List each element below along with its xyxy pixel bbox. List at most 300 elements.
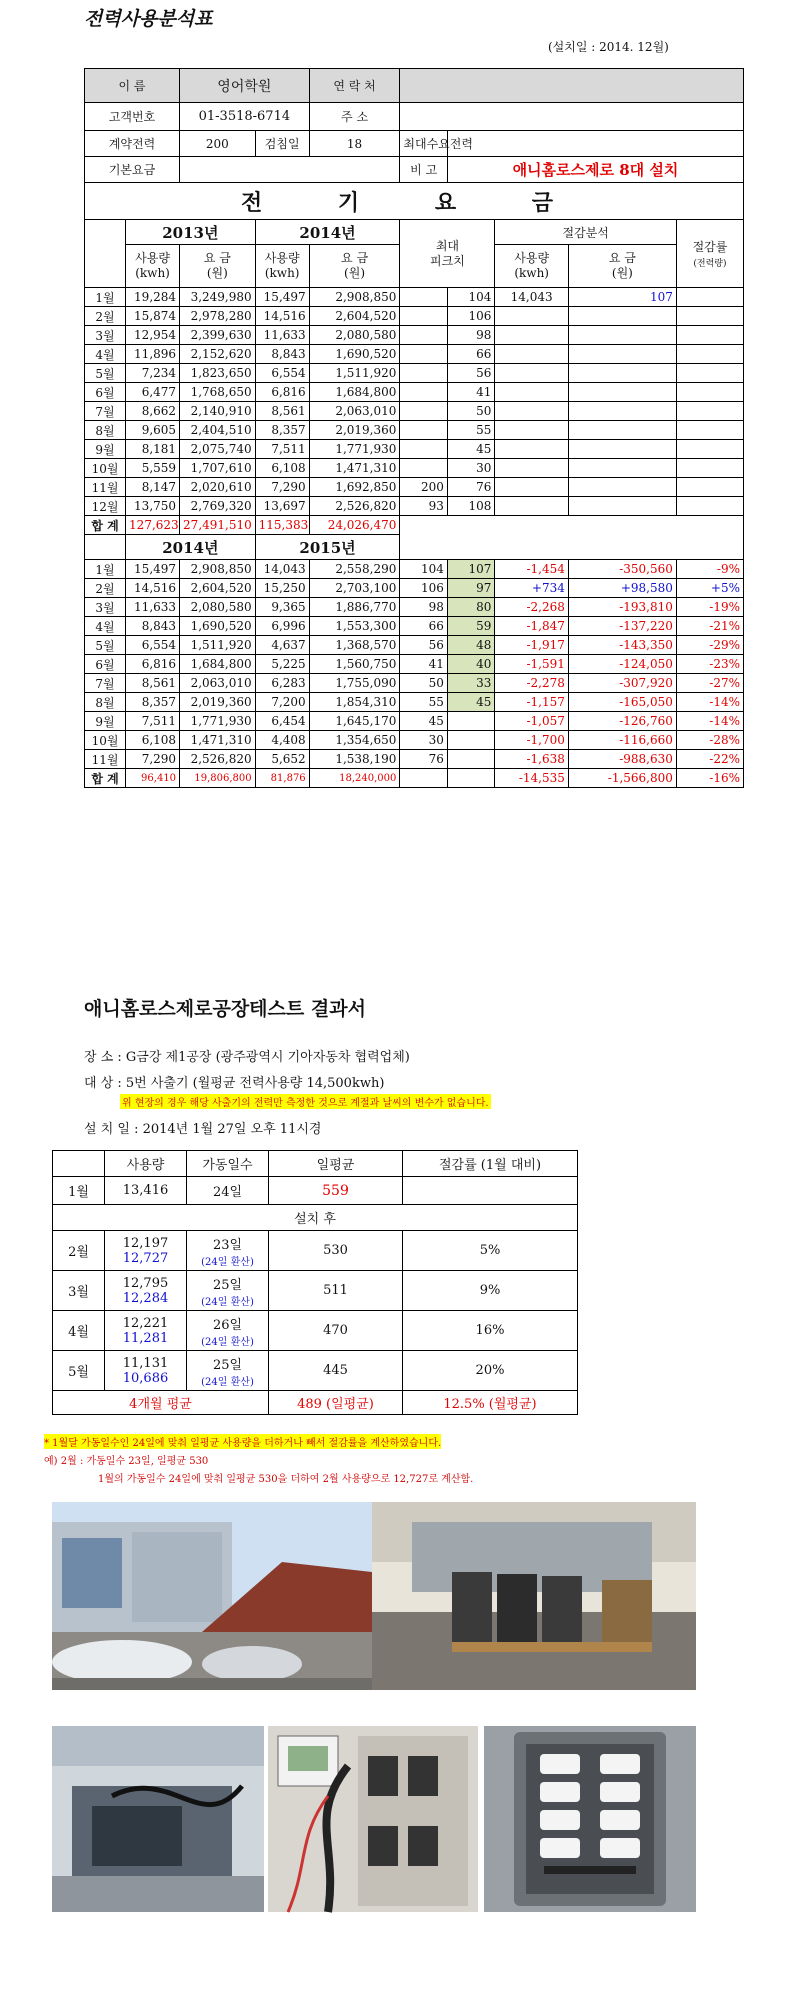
t2-days-header: 가동일수 [187,1151,269,1177]
peak-1-cell: 76 [400,750,448,769]
table-row [85,731,744,750]
peak-1-cell [400,364,448,383]
fee-2014-header: 요 금 (원) [309,245,400,288]
saving-fee-cell: -143,350 [568,636,676,655]
total-b-p1 [400,769,448,788]
table-row [85,440,744,459]
t2-rate-header: 절감률 (1월 대비) [403,1151,578,1177]
month-cell: 2월 [53,1231,105,1271]
month-cell: 12월 [85,497,126,516]
month-cell: 11월 [85,478,126,497]
customer-no-value: 01-3518-6714 [180,103,310,131]
rate-cell [676,459,743,478]
t2-jan-month: 1월 [53,1177,105,1205]
peak-2-cell: 55 [447,421,495,440]
target-note: 위 현장의 경우 해당 사출기의 전력만 측정한 것으로 계절과 날씨의 변수가 없습니다. [120,1094,491,1109]
fee-2015-cell: 2,703,100 [309,579,400,598]
rate-header-sub: (전력량) [693,259,727,269]
peak-2-cell: 45 [447,693,495,712]
month-cell: 5월 [85,636,126,655]
month-cell: 6월 [85,655,126,674]
month-cell: 3월 [85,326,126,345]
usage-2014-cell: 8,357 [255,421,309,440]
fee-2015-cell: 1,368,570 [309,636,400,655]
t2-usage-header: 사용량 [105,1151,187,1177]
month-header-blank [85,220,126,288]
usage-2014-cell: 8,357 [126,693,180,712]
rate-cell: -29% [676,636,743,655]
saving-usage-cell: -2,278 [495,674,568,693]
rate-cell [676,402,743,421]
saving-fee-cell [568,478,676,497]
usage-converted: 12,284 [122,1290,169,1306]
fee-2015-cell: 1,560,750 [309,655,400,674]
usage-2014-cell: 7,511 [255,440,309,459]
month-cell: 10월 [85,459,126,478]
rate-cell: 9% [403,1271,578,1311]
meter-day-value: 18 [309,131,400,157]
fee-2013-cell: 2,020,610 [180,478,256,497]
month-cell: 5월 [85,364,126,383]
usage-2014-header: 사용량 (kwh) [255,245,309,288]
peak-2-cell: 33 [447,674,495,693]
contact-value [400,69,744,103]
usage-2013-cell: 12,954 [126,326,180,345]
month-cell: 4월 [53,1311,105,1351]
table-row [85,307,744,326]
days-value: 26일 [212,1317,243,1333]
rate-cell: -22% [676,750,743,769]
table-row [85,617,744,636]
usage-2014-cell: 6,816 [126,655,180,674]
usage-2013-cell: 8,662 [126,402,180,421]
peak-2-cell [447,712,495,731]
fee-2014-cell: 2,019,360 [180,693,256,712]
usage-2013-cell: 9,605 [126,421,180,440]
contract-value: 200 [180,131,256,157]
usage-value: 12,197 [122,1235,169,1251]
month-cell: 5월 [53,1351,105,1391]
saving-usage-cell: -1,157 [495,693,568,712]
fee-2014-cell: 1,511,920 [180,636,256,655]
peak-1-cell: 66 [400,617,448,636]
saving-fee-cell: +98,580 [568,579,676,598]
fee-2014-cell: 1,692,850 [309,478,400,497]
table-row [85,579,744,598]
fee-2014-cell: 1,690,520 [309,345,400,364]
peak-1-cell [400,345,448,364]
peak-1-cell [400,402,448,421]
table-row [85,655,744,674]
rate-cell [676,288,743,307]
fee-2013-cell: 2,399,630 [180,326,256,345]
table-row [85,478,744,497]
usage-2014-cell: 6,108 [255,459,309,478]
saving-header: 절감분석 [495,220,676,245]
saving-usage-cell: -1,591 [495,655,568,674]
fee-2015-cell: 1,854,310 [309,693,400,712]
usage-2015-cell: 9,365 [255,598,309,617]
saving-fee-cell [568,345,676,364]
peak-1-cell: 56 [400,636,448,655]
fee-2014-cell: 1,471,310 [180,731,256,750]
table-row [85,459,744,478]
fee-2013-cell: 1,768,650 [180,383,256,402]
fee-2013-cell: 3,249,980 [180,288,256,307]
month-cell: 11월 [85,750,126,769]
usage-2013-cell: 8,181 [126,440,180,459]
usage-2013-cell: 6,477 [126,383,180,402]
rate-cell [676,497,743,516]
peak-2-cell: 107 [447,560,495,579]
peak-2-cell: 80 [447,598,495,617]
name-value: 영어학원 [180,69,310,103]
saving-usage-cell [495,421,568,440]
usage-2014-cell: 6,108 [126,731,180,750]
usage-2014-cell: 11,633 [255,326,309,345]
usage-2014-cell: 15,497 [255,288,309,307]
total-a-u1: 127,623 [126,516,180,535]
rate-cell: 20% [403,1351,578,1391]
month-cell: 9월 [85,712,126,731]
peak-1-cell: 30 [400,731,448,750]
usage-2015-cell: 6,454 [255,712,309,731]
usage-2014-cell: 8,843 [126,617,180,636]
rate-cell: -21% [676,617,743,636]
t2-after-label: 설치 후 [53,1205,578,1231]
usage-2014-cell: 8,561 [255,402,309,421]
saving-usage-cell: -1,700 [495,731,568,750]
month-cell: 9월 [85,440,126,459]
usage-converted: 12,727 [122,1250,169,1266]
fee-2013-cell: 2,152,620 [180,345,256,364]
name-label: 이 름 [85,69,180,103]
rate-cell: -27% [676,674,743,693]
total-b-sf: -1,566,800 [568,769,676,788]
rate-cell: -9% [676,560,743,579]
fee-2014-cell: 1,471,310 [309,459,400,478]
contract-label: 계약전력 [85,131,180,157]
table-row [85,288,744,307]
saving-fee-cell: -137,220 [568,617,676,636]
t2-blank [53,1151,105,1177]
rate-header-text: 절감률 [692,240,728,254]
month-cell: 2월 [85,307,126,326]
peak-1-cell [400,307,448,326]
month-cell: 1월 [85,288,126,307]
month-cell: 2월 [85,579,126,598]
t2-jan-usage: 13,416 [105,1177,187,1205]
base-fee-value [180,157,400,183]
fee-2014-cell: 2,063,010 [180,674,256,693]
total-b-u2: 81,876 [255,769,309,788]
usage-converted: 11,281 [122,1330,169,1346]
rate-header [676,220,743,288]
saving-fee-cell [568,402,676,421]
peak-2-cell: 41 [447,383,495,402]
days-cell [187,1271,269,1311]
saving-usage-cell: -1,847 [495,617,568,636]
rate-cell [676,307,743,326]
table-row [85,383,744,402]
usage-2015-cell: 15,250 [255,579,309,598]
saving-fee-cell: -307,920 [568,674,676,693]
month-cell: 7월 [85,674,126,693]
peak-2-cell [447,750,495,769]
fee-2015-cell: 1,354,650 [309,731,400,750]
usage-2015-cell: 14,043 [255,560,309,579]
total-b-su: -14,535 [495,769,568,788]
fee-2014-cell: 2,526,820 [180,750,256,769]
fee-2015-cell: 2,558,290 [309,560,400,579]
year-row-blank [85,535,126,560]
note-3: 1월의 가동일수 24일에 맞춰 일평균 530을 더하여 2월 사용량으로 12,727로 계산함. [98,1474,474,1485]
warehouse-pallets-photo [372,1502,696,1690]
saving-usage-cell: 14,043 [495,288,568,307]
year-2014b-header: 2014년 [126,535,256,560]
base-fee-label: 기본요금 [85,157,180,183]
power-analysis-table [84,68,744,788]
saving-usage-cell: -1,917 [495,636,568,655]
usage-cell [105,1271,187,1311]
days-value: 23일 [212,1237,243,1253]
saving-fee-cell: -124,050 [568,655,676,674]
fee-2013-cell: 1,707,610 [180,459,256,478]
usage-2013-cell: 13,750 [126,497,180,516]
usage-2013-cell: 15,874 [126,307,180,326]
peak-2-cell: 97 [447,579,495,598]
days-converted: (24일 환산) [201,1256,254,1268]
usage-cell [105,1351,187,1391]
peak-1-cell [400,440,448,459]
fee-2015-cell: 1,553,300 [309,617,400,636]
saving-usage-header: 사용량 (kwh) [495,245,568,288]
rate-cell: -28% [676,731,743,750]
saving-fee-cell: -165,050 [568,693,676,712]
usage-2014-cell: 13,697 [255,497,309,516]
rate-cell: +5% [676,579,743,598]
saving-fee-cell [568,497,676,516]
table-row [53,1311,578,1351]
saving-usage-cell [495,478,568,497]
factory-test-table [52,1150,578,1415]
max-demand-label: 최대수요전력 [400,131,448,157]
usage-value: 11,131 [122,1355,169,1371]
rate-cell [676,345,743,364]
peak-2-cell: 45 [447,440,495,459]
remark-value: 애니홈로스제로 8대 설치 [447,157,743,183]
peak-2-cell: 40 [447,655,495,674]
peak-1-cell [400,326,448,345]
rate-cell: 16% [403,1311,578,1351]
meter-day-label: 검침일 [255,131,309,157]
usage-2015-cell: 6,996 [255,617,309,636]
fee-2013-cell: 2,404,510 [180,421,256,440]
t2-jan-rate [403,1177,578,1205]
saving-fee-cell: 107 [568,288,676,307]
t2-avg-label: 4개월 평균 [53,1391,269,1415]
fee-2014-cell: 1,771,930 [180,712,256,731]
peak-1-cell: 41 [400,655,448,674]
address-label: 주 소 [309,103,400,131]
t2-avg-header: 일평균 [269,1151,403,1177]
table-row [53,1231,578,1271]
total-b-rate: -16% [676,769,743,788]
rate-cell [676,440,743,459]
usage-2013-cell: 5,559 [126,459,180,478]
table-row [85,326,744,345]
peak-header: 최대 피크치 [400,220,495,288]
month-cell: 8월 [85,421,126,440]
saving-usage-cell: +734 [495,579,568,598]
peak-1-cell [400,383,448,402]
usage-2014-cell: 14,516 [126,579,180,598]
rate-cell [676,326,743,345]
section-title: 전 기 요 금 [85,183,744,220]
peak-1-cell [400,288,448,307]
fee-2014-cell: 2,080,580 [309,326,400,345]
table-row [85,712,744,731]
saving-usage-cell: -1,638 [495,750,568,769]
saving-fee-cell: -988,630 [568,750,676,769]
table-row [85,364,744,383]
fee-2014-cell: 2,908,850 [309,288,400,307]
saving-usage-cell: -1,454 [495,560,568,579]
month-cell: 4월 [85,345,126,364]
days-cell [187,1351,269,1391]
year-row-blank-right [400,535,744,560]
peak-1-cell [400,421,448,440]
fee-2014-cell: 1,511,920 [309,364,400,383]
peak-2-cell: 106 [447,307,495,326]
t2-avg-daily: 489 (일평균) [269,1391,403,1415]
usage-2014-cell: 15,497 [126,560,180,579]
total-b-f2: 18,240,000 [309,769,400,788]
days-converted: (24일 환산) [201,1296,254,1308]
saving-usage-cell [495,364,568,383]
fee-2013-header: 요 금 (원) [180,245,256,288]
table-row [85,598,744,617]
usage-2014-cell: 6,554 [126,636,180,655]
days-value: 25일 [212,1277,243,1293]
saving-usage-cell [495,402,568,421]
table-row [85,560,744,579]
usage-2014-cell: 7,511 [126,712,180,731]
fee-2014-cell: 1,690,520 [180,617,256,636]
saving-fee-cell: -350,560 [568,560,676,579]
fee-2014-cell: 2,019,360 [309,421,400,440]
peak-2-cell: 108 [447,497,495,516]
peak-1-cell: 55 [400,693,448,712]
fee-2015-cell: 1,645,170 [309,712,400,731]
usage-2014-cell: 6,554 [255,364,309,383]
fee-2014-cell: 2,080,580 [180,598,256,617]
fee-2014-cell: 2,526,820 [309,497,400,516]
t2-jan-avg: 559 [269,1177,403,1205]
rate-cell: -14% [676,693,743,712]
table-row [53,1271,578,1311]
saving-usage-cell [495,326,568,345]
fee-2015-cell: 1,755,090 [309,674,400,693]
usage-2015-cell: 6,283 [255,674,309,693]
fee-2013-cell: 2,978,280 [180,307,256,326]
fee-2013-cell: 2,140,910 [180,402,256,421]
total-a-label: 합 계 [85,516,126,535]
total-a-u2: 115,383 [255,516,309,535]
avg-cell: 445 [269,1351,403,1391]
peak-1-cell: 45 [400,712,448,731]
contact-label: 연 락 처 [309,69,400,103]
table-row [85,402,744,421]
saving-usage-cell: -1,057 [495,712,568,731]
saving-fee-cell: -193,810 [568,598,676,617]
fee-2013-cell: 2,075,740 [180,440,256,459]
rate-cell [676,421,743,440]
saving-usage-cell [495,497,568,516]
peak-2-cell: 56 [447,364,495,383]
customer-no-label: 고객번호 [85,103,180,131]
saving-fee-cell [568,364,676,383]
remark-label: 비 고 [400,157,448,183]
fee-2014-cell: 2,604,520 [180,579,256,598]
month-cell: 8월 [85,693,126,712]
table-row [85,497,744,516]
usage-2014-cell: 7,290 [255,478,309,497]
avg-cell: 470 [269,1311,403,1351]
usage-converted: 10,686 [122,1370,169,1386]
days-cell [187,1311,269,1351]
fee-2013-cell: 1,823,650 [180,364,256,383]
usage-2013-cell: 7,234 [126,364,180,383]
total-b-f1: 19,806,800 [180,769,256,788]
injection-machine-photo [52,1726,264,1912]
usage-2013-cell: 11,896 [126,345,180,364]
saving-fee-cell [568,421,676,440]
usage-2014-cell: 11,633 [126,598,180,617]
peak-2-cell: 76 [447,478,495,497]
table-row [53,1351,578,1391]
peak-2-cell: 59 [447,617,495,636]
usage-2014-cell: 14,516 [255,307,309,326]
usage-2015-cell: 7,200 [255,693,309,712]
year-2013-header: 2013년 [126,220,256,245]
t2-jan-days: 24일 [187,1177,269,1205]
usage-2014-cell: 7,290 [126,750,180,769]
saving-fee-cell [568,307,676,326]
peak-2-cell: 66 [447,345,495,364]
month-cell: 6월 [85,383,126,402]
total-b-u1: 96,410 [126,769,180,788]
days-cell [187,1231,269,1271]
saving-usage-cell [495,345,568,364]
saving-fee-cell [568,440,676,459]
usage-2015-cell: 4,637 [255,636,309,655]
days-value: 25일 [212,1357,243,1373]
saving-usage-cell [495,307,568,326]
peak-1-cell: 106 [400,579,448,598]
report-installed: 설 치 일 : 2014년 1월 27일 오후 11시경 [84,1122,322,1137]
rate-cell: -23% [676,655,743,674]
saving-fee-cell [568,383,676,402]
fee-2014-cell: 2,604,520 [309,307,400,326]
usage-cell [105,1231,187,1271]
month-cell: 10월 [85,731,126,750]
fee-2015-cell: 1,886,770 [309,598,400,617]
table-row [85,693,744,712]
usage-2013-cell: 19,284 [126,288,180,307]
saving-usage-cell [495,459,568,478]
fee-2013-cell: 2,769,320 [180,497,256,516]
